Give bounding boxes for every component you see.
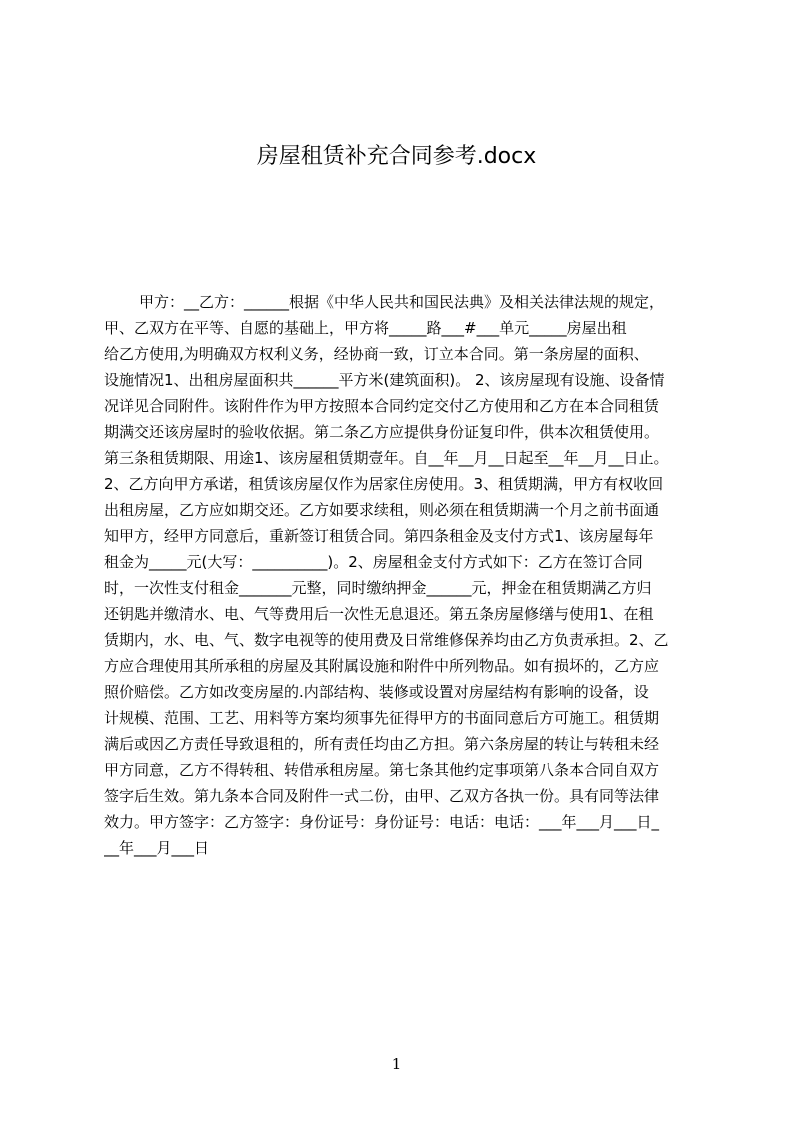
body-line: 期满交还该房屋时的验收依据。第二条乙方应提供身份证复印件，供本次租赁使用。 bbox=[104, 423, 660, 441]
body-line: 还钥匙并缴清水、电、气等费用后一次性无息退还。第五条房屋修缮与使用1、在租 bbox=[104, 605, 654, 623]
body-line: 甲方同意，乙方不得转租、转借承租房屋。第七条其他约定事项第八条本合同自双方 bbox=[104, 761, 660, 779]
body-line: 效力。甲方签字：乙方签字：身份证号：身份证号：电话：电话：___年___月___日_ bbox=[104, 813, 660, 831]
body-line: 方应合理使用其所承租的房屋及其附属设施和附件中所列物品。如有损坏的，乙方应 bbox=[104, 657, 660, 675]
body-line: 甲、乙双方在平等、自愿的基础上，甲方将_____路___#___单元_____房屋出租 bbox=[104, 319, 627, 337]
body-line: __年___月___日 bbox=[104, 839, 210, 857]
body-line: 况详见合同附件。该附件作为甲方按照本合同约定交付乙方使用和乙方在本合同租赁 bbox=[104, 397, 660, 415]
body-line: 计规模、范围、工艺、用料等方案均须事先征得甲方的书面同意后方可施工。租赁期 bbox=[104, 709, 660, 727]
contract-body bbox=[104, 289, 698, 861]
body-line: 赁期内，水、电、气、数字电视等的使用费及日常维修保养均由乙方负责承担。2、乙 bbox=[104, 631, 669, 649]
body-line: 2、乙方向甲方承诺，租赁该房屋仅作为居家住房使用。3、租赁期满，甲方有权收回 bbox=[104, 475, 664, 493]
body-line: 签字后生效。第九条本合同及附件一式二份，由甲、乙双方各执一份。具有同等法律 bbox=[104, 787, 660, 805]
page-number: 1 bbox=[391, 1055, 402, 1073]
body-line: 满后或因乙方责任导致退租的，所有责任均由乙方担。第六条房屋的转让与转租未经 bbox=[104, 735, 660, 753]
body-line: 给乙方使用,为明确双方权利义务，经协商一致，订立本合同。第一条房屋的面积、 bbox=[104, 345, 649, 363]
body-line: 租金为_____元(大写：__________)。2、房屋租金支付方式如下：乙方在签订合同 bbox=[104, 553, 643, 571]
document-title: 房屋租赁补充合同参考.docx bbox=[256, 144, 537, 169]
body-line: 知甲方，经甲方同意后，重新签订租赁合同。第四条租金及支付方式1、该房屋每年 bbox=[104, 527, 654, 545]
body-line: 第三条租赁期限、用途1、该房屋租赁期壹年。自__年__月__日起至__年__月__日止。 bbox=[104, 449, 669, 467]
body-line: 时，一次性支付租金_______元整，同时缴纳押金______元，押金在租赁期满乙方归 bbox=[104, 579, 652, 597]
body-line: 设施情况1、出租房屋面积共______平方米(建筑面积)。 2、该房屋现有设施、设备情 bbox=[104, 371, 665, 389]
body-line: 照价赔偿。乙方如改变房屋的.内部结构、装修或设置对房屋结构有影响的设备，设 bbox=[104, 683, 649, 701]
body-line: 甲方：__乙方：______根据《中华人民共和国民法典》及相关法律法规的规定， bbox=[139, 293, 665, 311]
body-line: 出租房屋，乙方应如期交还。乙方如要求续租，则必须在租赁期满一个月之前书面通 bbox=[104, 501, 660, 519]
